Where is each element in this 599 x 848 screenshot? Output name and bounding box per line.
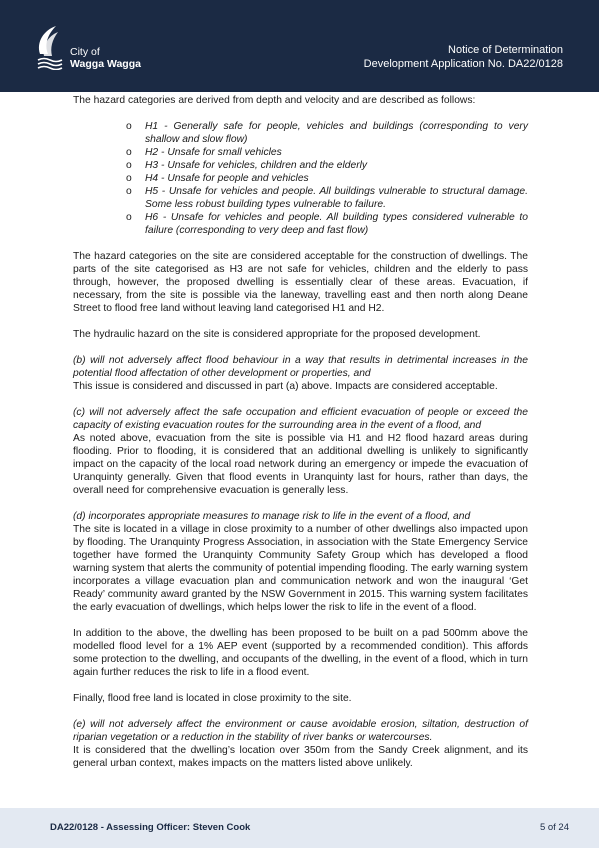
hazard-text: H4 - Unsafe for people and vehicles	[145, 173, 309, 184]
org-name-line2: Wagga Wagga	[70, 58, 141, 70]
city-logo-icon	[34, 24, 70, 70]
notice-title: Notice of Determination	[448, 44, 563, 56]
hazard-text: H5 - Unsafe for vehicles and people. All buildings vulnerable to structural damage. Some less robust building types vulnerable to failure.	[145, 186, 528, 210]
intro-paragraph: The hazard categories are derived from depth and velocity and are described as follows:	[73, 95, 476, 106]
criterion-b-heading: (b) will not adversely affect flood behaviour in a way that results in detrimental increases in the potential flood affectation of other development or properties, and	[73, 355, 528, 379]
hydraulic-hazard-paragraph: The hydraulic hazard on the site is considered appropriate for the proposed development.	[73, 329, 481, 340]
criterion-b-text: This issue is considered and discussed in part (a) above. Impacts are considered acceptable.	[73, 381, 498, 392]
bullet-glyph: o	[126, 121, 132, 132]
bullet-glyph: o	[126, 147, 132, 158]
bullet-glyph: o	[126, 160, 132, 171]
bullet-glyph: o	[126, 186, 132, 197]
criterion-e-text: It is considered that the dwelling’s location over 350m from the Sandy Creek alignment, and its general urban context, makes impacts on the matters listed above unlikely.	[73, 745, 528, 769]
criterion-d-text: The site is located in a village in close proximity to a number of other dwellings also impacted upon by flooding. The Uranquinty Progress Association, in association with the State Emergency Service together have formed the Uranquinty Community Safety Group which has developed a flood warning system that alerts the community of potential impending flooding. The early warning system incorporates a village evacuation plan and communication network and won the inaugural ‘Get Ready’ community award granted by the NSW Government in 2015. This warning system facilitates the early evacuation of dwellings, which helps lower the risk to life in the event of a flood.	[73, 524, 528, 613]
hazard-item-h3	[73, 159, 528, 172]
hazard-item-h5	[73, 185, 528, 211]
hazard-item-h2	[73, 146, 528, 159]
bullet-glyph: o	[126, 212, 132, 223]
document-body	[73, 94, 528, 783]
criterion-e-heading: (e) will not adversely affect the environment or cause avoidable erosion, siltation, destruction of riparian vegetation or a reduction in the stability of river banks or watercourses.	[73, 719, 528, 743]
hazard-item-h6	[73, 211, 528, 237]
hazard-text: H1 - Generally safe for people, vehicles and buildings (corresponding to very shallow and slow flow)	[145, 121, 528, 145]
criterion-c-heading: (c) will not adversely affect the safe occupation and efficient evacuation of people or exceed the capacity of existing evacuation routes for the surrounding area in the event of a flood, and	[73, 407, 528, 431]
hazard-assessment-paragraph: The hazard categories on the site are considered acceptable for the construction of dwellings. The parts of the site categorised as H3 are not safe for vehicles, children and the elderly to pass through, however, the proposed dwelling is essentially clear of these areas. Evacuation, if necessary, from the site is possible via the laneway, travelling east and then north along Deane Street to flood free land without leaving land categorised H1 and H2.	[73, 251, 528, 314]
org-name-line1: City of	[70, 46, 100, 58]
hazard-item-h4	[73, 172, 528, 185]
hazard-item-h1	[73, 120, 528, 146]
notice-heading	[364, 43, 563, 71]
criterion-c-text: As noted above, evacuation from the site is possible via H1 and H2 flood hazard areas during flooding. Prior to flooding, it is considered that an additional dwelling is unlikely to significantly impact on the capacity of the local road network during an emergency or impede the evacuation of Uranquinty generally. Given that flood events in Uranquinty last for hours, rather than days, the overall need for comprehensive evacuation is generally less.	[73, 433, 528, 496]
criterion-d-heading: (d) incorporates appropriate measures to manage risk to life in the event of a flood, and	[73, 511, 471, 522]
bullet-glyph: o	[126, 173, 132, 184]
notice-subtitle: Development Application No. DA22/0128	[363, 58, 563, 70]
hazard-text: H2 - Unsafe for small vehicles	[145, 147, 282, 158]
flood-free-land-paragraph: Finally, flood free land is located in close proximity to the site.	[73, 693, 352, 704]
footer-reference: DA22/0128 - Assessing Officer: Steven Cook	[50, 822, 251, 833]
org-name	[70, 46, 141, 70]
hazard-text: H6 - Unsafe for vehicles and people. All building types considered vulnerable to failure (corresponding to very deep and fast flow)	[145, 212, 528, 236]
page-number: 5 of 24	[539, 822, 569, 833]
flood-pad-paragraph: In addition to the above, the dwelling has been proposed to be built on a pad 500mm above the modelled flood level for a 1% AEP event (supported by a recommended condition). This affords some protection to the dwelling, and occupants of the dwelling, in the event of a flood, which in turn again further reduces the risk to life in a flood event.	[73, 628, 528, 678]
page-header	[0, 0, 599, 92]
hazard-text: H3 - Unsafe for vehicles, children and the elderly	[145, 160, 368, 171]
hazard-list	[73, 120, 528, 237]
page-footer	[0, 808, 599, 848]
